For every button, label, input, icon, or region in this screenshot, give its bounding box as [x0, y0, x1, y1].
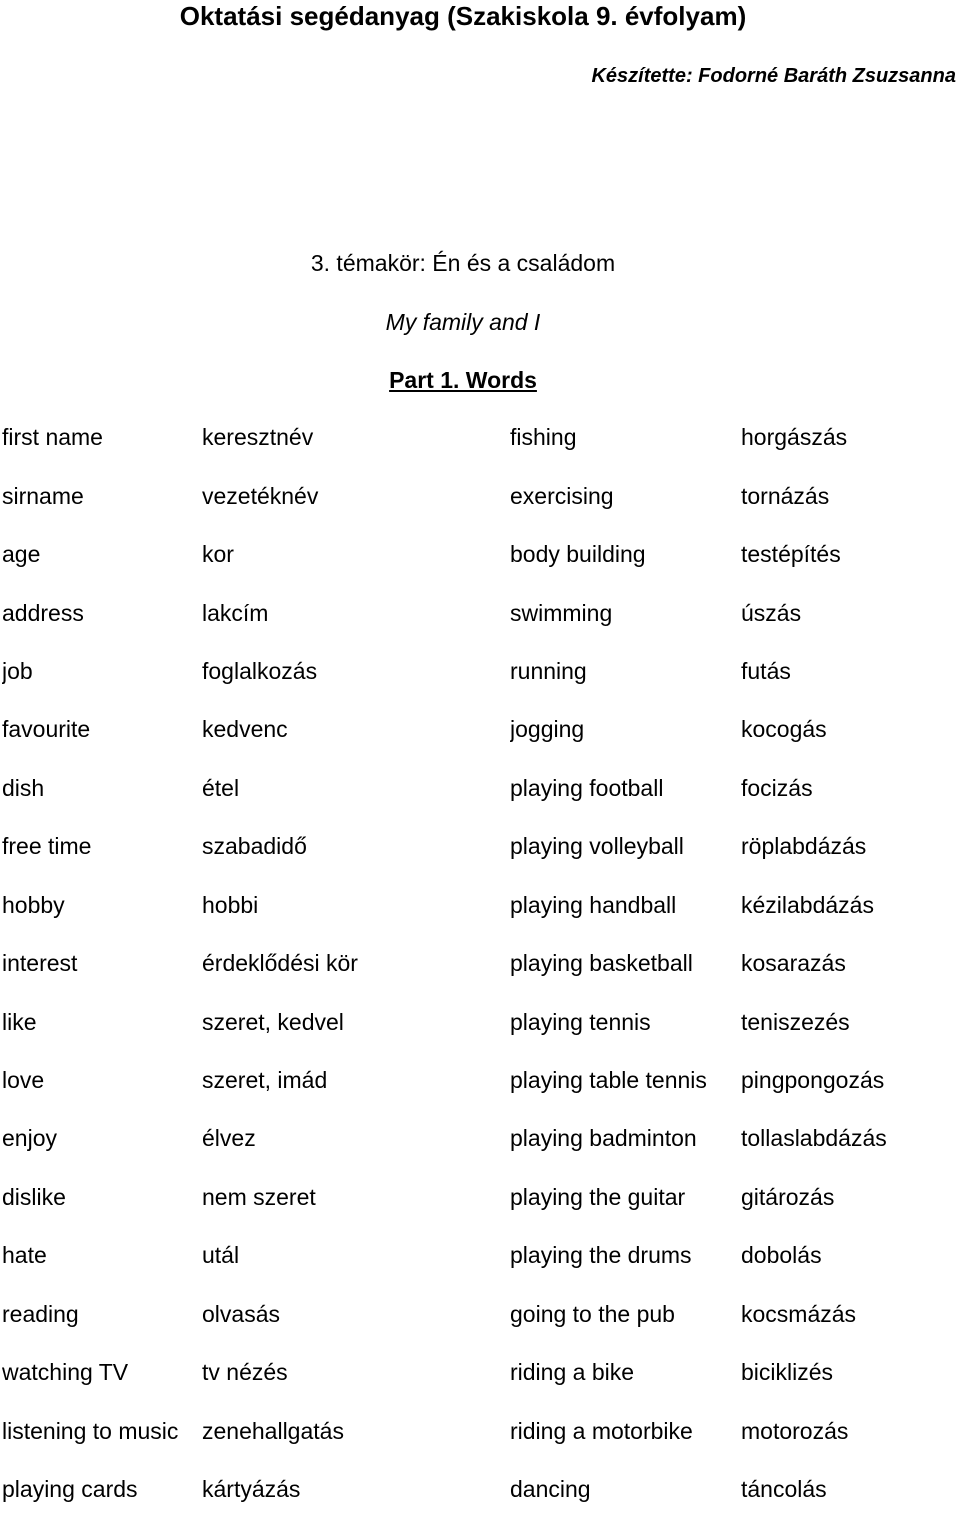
hungarian-activity: úszás	[741, 599, 802, 626]
english-activity: body building	[510, 541, 646, 568]
hungarian-word: zenehallgatás	[202, 1417, 344, 1444]
vocabulary-row	[2, 1168, 952, 1226]
hungarian-word: kedvenc	[202, 716, 288, 743]
hungarian-word: érdeklődési kör	[202, 950, 358, 977]
part-title: Part 1. Words	[389, 367, 537, 393]
hungarian-activity: kézilabdázás	[741, 891, 874, 918]
vocabulary-row	[2, 1460, 952, 1518]
vocabulary-row	[2, 642, 952, 700]
english-activity: dancing	[510, 1476, 591, 1503]
english-activity: swimming	[510, 599, 613, 626]
english-word: dislike	[2, 1183, 66, 1210]
english-activity: exercising	[510, 482, 614, 509]
hungarian-activity: táncolás	[741, 1476, 827, 1503]
vocabulary-row	[2, 466, 952, 524]
vocabulary-row	[2, 1226, 952, 1284]
english-word: dish	[2, 774, 45, 801]
hungarian-activity: testépítés	[741, 541, 841, 568]
vocabulary-row	[2, 583, 952, 641]
hungarian-word: kor	[202, 541, 234, 568]
vocabulary-row	[2, 1051, 952, 1109]
english-word: age	[2, 541, 41, 568]
vocabulary-row	[2, 934, 952, 992]
vocabulary-table-body	[2, 408, 952, 1518]
english-word: listening to music	[2, 1417, 179, 1444]
english-word: address	[2, 599, 84, 626]
english-activity: playing basketball	[510, 950, 693, 977]
english-activity: playing volleyball	[510, 833, 684, 860]
topic-heading: 3. témakör: Én és a családom	[310, 250, 616, 276]
hungarian-word: olvasás	[202, 1300, 280, 1327]
vocabulary-row	[2, 1343, 952, 1401]
hungarian-activity: kocsmázás	[741, 1300, 857, 1327]
vocabulary-table	[2, 408, 952, 1518]
hungarian-activity: tollaslabdázás	[741, 1125, 887, 1152]
english-word: first name	[2, 424, 103, 451]
english-activity: playing handball	[510, 891, 677, 918]
vocabulary-row	[2, 700, 952, 758]
english-activity: playing table tennis	[510, 1067, 707, 1094]
hungarian-word: vezetéknév	[202, 482, 319, 509]
hungarian-activity: teniszezés	[741, 1008, 850, 1035]
hungarian-activity: futás	[741, 657, 791, 684]
english-word: sirname	[2, 482, 84, 509]
english-activity: going to the pub	[510, 1300, 675, 1327]
english-word: like	[2, 1008, 37, 1035]
hungarian-activity: focizás	[741, 774, 813, 801]
hungarian-word: nem szeret	[202, 1183, 316, 1210]
english-activity: running	[510, 657, 587, 684]
english-word: playing cards	[2, 1476, 138, 1503]
author-line: Készítette: Fodorné Baráth Zsuzsanna	[591, 65, 956, 87]
english-word: favourite	[2, 716, 91, 743]
english-activity: playing badminton	[510, 1125, 697, 1152]
hungarian-activity: horgászás	[741, 424, 848, 451]
hungarian-word: étel	[202, 774, 240, 801]
hungarian-word: hobbi	[202, 891, 259, 918]
english-word: hobby	[2, 891, 65, 918]
english-word: interest	[2, 950, 78, 977]
vocabulary-row	[2, 525, 952, 583]
hungarian-word: lakcím	[202, 599, 269, 626]
vocabulary-row	[2, 817, 952, 875]
hungarian-word: szeret, kedvel	[202, 1008, 344, 1035]
english-word: watching TV	[2, 1359, 129, 1386]
hungarian-activity: biciklizés	[741, 1359, 834, 1386]
hungarian-word: szeret, imád	[202, 1067, 328, 1094]
vocabulary-row	[2, 992, 952, 1050]
hungarian-activity: dobolás	[741, 1242, 822, 1269]
english-activity: playing the guitar	[510, 1183, 686, 1210]
vocabulary-row	[2, 1401, 952, 1459]
hungarian-word: foglalkozás	[202, 657, 318, 684]
english-activity: fishing	[510, 424, 577, 451]
hungarian-word: keresztnév	[202, 424, 314, 451]
english-activity: riding a bike	[510, 1359, 635, 1386]
english-word: enjoy	[2, 1125, 57, 1152]
hungarian-word: élvez	[202, 1125, 256, 1152]
english-word: free time	[2, 833, 92, 860]
hungarian-activity: kocogás	[741, 716, 827, 743]
vocabulary-row	[2, 876, 952, 934]
english-word: reading	[2, 1300, 79, 1327]
subtitle: My family and I	[385, 309, 541, 335]
english-activity: riding a motorbike	[510, 1417, 693, 1444]
english-activity: playing the drums	[510, 1242, 692, 1269]
english-activity: playing football	[510, 774, 664, 801]
hungarian-activity: kosarazás	[741, 950, 846, 977]
page-title: Oktatási segédanyag (Szakiskola 9. évfolyam)	[179, 1, 747, 31]
hungarian-activity: röplabdázás	[741, 833, 867, 860]
english-activity: playing tennis	[510, 1008, 651, 1035]
english-word: job	[2, 657, 33, 684]
hungarian-activity: motorozás	[741, 1417, 849, 1444]
hungarian-word: tv nézés	[202, 1359, 288, 1386]
english-activity: jogging	[510, 716, 585, 743]
hungarian-word: kártyázás	[202, 1476, 301, 1503]
english-word: love	[2, 1067, 45, 1094]
hungarian-activity: gitározás	[741, 1183, 835, 1210]
hungarian-activity: pingpongozás	[741, 1067, 885, 1094]
vocabulary-row	[2, 759, 952, 817]
hungarian-word: szabadidő	[202, 833, 307, 860]
vocabulary-row	[2, 408, 952, 466]
hungarian-activity: tornázás	[741, 482, 830, 509]
english-word: hate	[2, 1242, 47, 1269]
hungarian-word: utál	[202, 1242, 240, 1269]
vocabulary-row	[2, 1109, 952, 1167]
vocabulary-row	[2, 1285, 952, 1343]
